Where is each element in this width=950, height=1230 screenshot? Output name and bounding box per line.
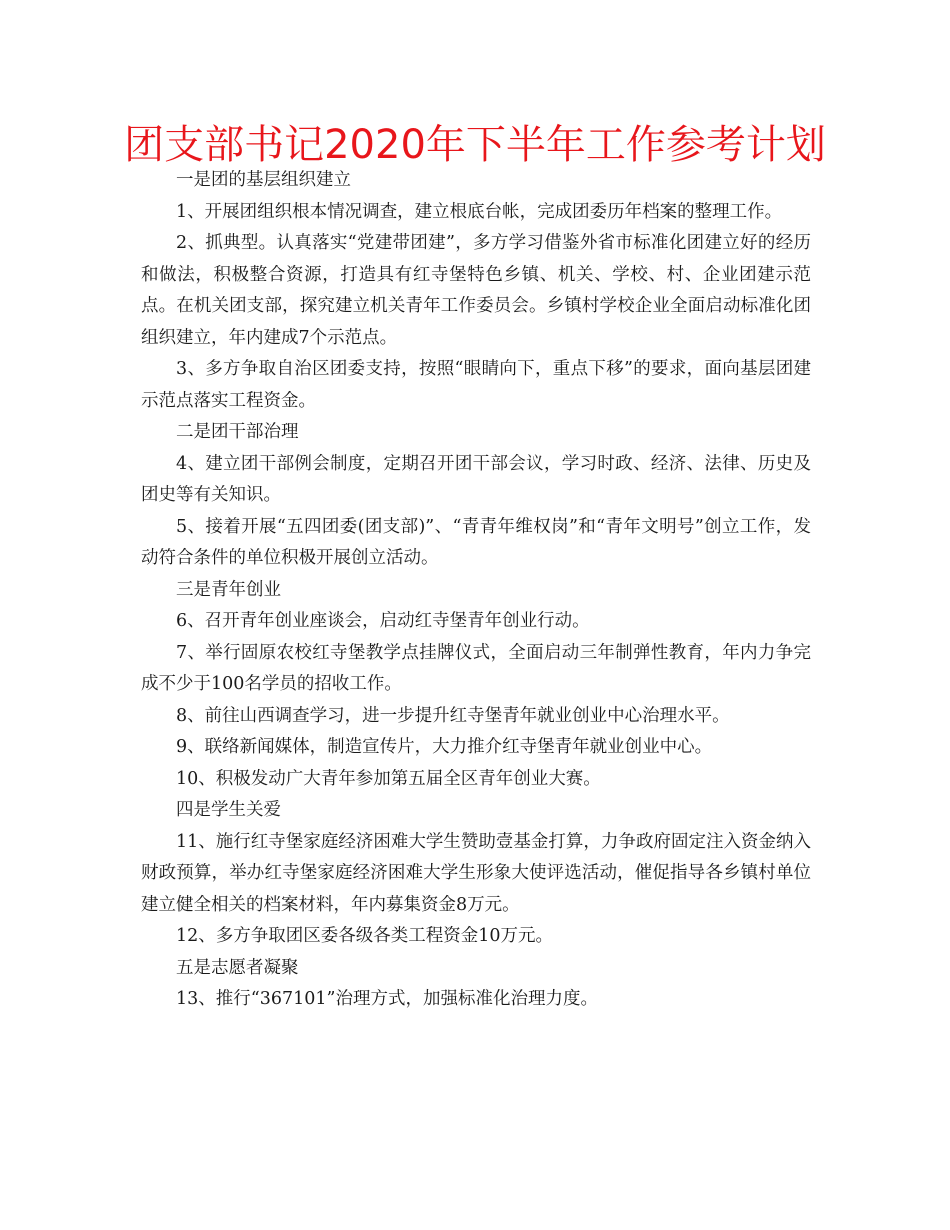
paragraph: 4、建立团干部例会制度，定期召开团干部会议，学习时政、经济、法律、历史及团史等有关知识。 xyxy=(141,453,811,505)
paragraph: 3、多方争取自治区团委支持，按照“眼睛向下，重点下移”的要求，面向基层团建示范点落实工程资金。 xyxy=(141,359,811,411)
paragraph: 12、多方争取团区委各级各类工程资金10万元。 xyxy=(176,926,554,946)
paragraph: 8、前往山西调查学习，进一步提升红寺堡青年就业创业中心治理水平。 xyxy=(176,705,730,726)
section-heading: 五是志愿者凝聚 xyxy=(176,957,299,978)
paragraph: 13、推行“367101”治理方式，加强标准化治理力度。 xyxy=(176,989,598,1009)
section-heading: 四是学生关爱 xyxy=(176,800,281,820)
paragraph: 6、召开青年创业座谈会，启动红寺堡青年创业行动。 xyxy=(176,611,590,631)
paragraph: 9、联络新闻媒体，制造宣传片，大力推介红寺堡青年就业创业中心。 xyxy=(176,737,713,757)
paragraph: 7、举行固原农校红寺堡教学点挂牌仪式，全面启动三年制弹性教育，年内力争完成不少于100名学员的招收工作。 xyxy=(141,642,811,694)
paragraph: 5、接着开展“五四团委(团支部)”、“青青年维权岗”和“青年文明号”创立工作，发动符合条件的单位积极开展创立活动。 xyxy=(141,516,811,568)
section-heading: 二是团干部治理 xyxy=(176,422,299,442)
paragraph: 11、施行红寺堡家庭经济困难大学生赞助壹基金打算，力争政府固定注入资金纳入财政预算，举办红寺堡家庭经济困难大学生形象大使评选活动，催促指导各乡镇村单位建立健全相关的档案材料，年内募集资金8万元。 xyxy=(141,831,811,915)
paragraph: 10、积极发动广大青年参加第五届全区青年创业大赛。 xyxy=(176,768,601,789)
paragraph: 2、抓典型。认真落实“党建带团建”，多方学习借鉴外省市标准化团建立好的经历和做法，积极整合资源，打造具有红寺堡特色乡镇、机关、学校、村、企业团建示范点。在机关团支部，探究建立机关青年工作委员会。乡镇村学校企业全面启动标准化团组织建立，年内建成7个示范点。 xyxy=(141,233,811,348)
section-heading: 一是团的基层组织建立 xyxy=(176,170,351,190)
section-heading: 三是青年创业 xyxy=(176,579,281,600)
document-title: 团支部书记2020年下半年工作参考计划 xyxy=(124,122,826,168)
paragraph: 1、开展团组织根本情况调查，建立根底台帐，完成团委历年档案的整理工作。 xyxy=(176,201,783,222)
document-body xyxy=(141,165,811,1016)
